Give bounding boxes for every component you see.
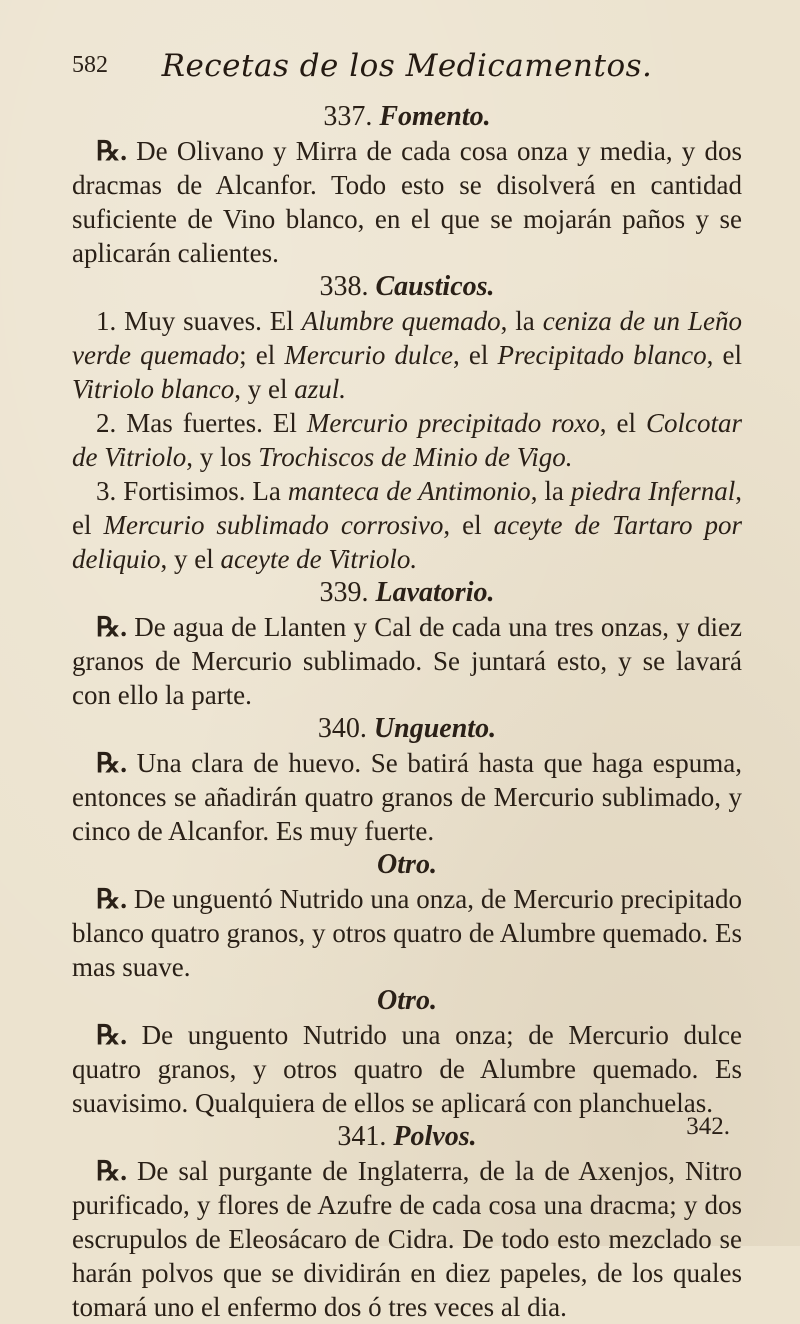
recipe-symbol: ℞. [96, 748, 137, 778]
recipe-symbol: ℞. [96, 1156, 137, 1186]
section-heading [72, 576, 742, 610]
catchword: 342. [686, 1113, 730, 1140]
section-title: Otro. [377, 985, 437, 1016]
italic-term: azul. [294, 374, 347, 404]
section-number: 339. [319, 577, 369, 608]
paragraph-text: De unguentó Nutrido una onza, de Mercurio precipitado blanco quatro granos, y otros quatro de Alumbre quemado. Es mas suave. [72, 884, 742, 982]
paragraph-text: , la [530, 476, 571, 506]
section-heading [72, 712, 742, 746]
paragraph-text: De Olivano y Mirra de cada cosa onza y media, y dos dracmas de Alcanfor. Todo esto se disolverá en cantidad suficiente de Vino blanco, en el que se mojarán paños y se aplicarán calientes. [72, 136, 742, 268]
section-title: Unguento. [373, 713, 497, 744]
paragraph-text: Una clara de huevo. Se batirá hasta que haga espuma, entonces se añadirán quatro granos de Mercurio sublimado, y cinco de Alcanfor. Es muy fuerte. [72, 748, 742, 846]
section-number: 341. [337, 1121, 387, 1152]
section-number: 340. [317, 713, 367, 744]
section-title: Fomento. [379, 101, 491, 132]
recipe-paragraph [72, 1154, 742, 1324]
italic-term: Colcotar de Vitriolo [72, 408, 742, 472]
italic-term: Mercurio precipitado roxo [306, 408, 600, 438]
paragraph-text: 3. Fortisimos. La [96, 476, 288, 506]
recipe-symbol: ℞. [96, 884, 134, 914]
italic-term: Precipitado blanco [497, 340, 707, 370]
section-heading [72, 270, 742, 304]
recipe-symbol: ℞. [96, 612, 135, 642]
section-title: Polvos. [393, 1121, 477, 1152]
paragraph-text: , y el [234, 374, 295, 404]
paragraph-text: , el [452, 340, 498, 370]
paragraph-text: ; el [239, 340, 285, 370]
recipe-paragraph [72, 134, 742, 270]
paragraph-text: , el [443, 510, 494, 540]
italic-term: manteca de Antimonio [287, 476, 531, 506]
paragraph-text: , el [599, 408, 646, 438]
section-number: 337. [323, 101, 373, 132]
paragraph-text: 1. Muy suaves. El [96, 306, 302, 336]
recipe-paragraph [72, 1018, 742, 1120]
page-body [72, 100, 742, 1324]
italic-term: Mercurio sublimado corrosivo [103, 510, 444, 540]
page-header [72, 42, 742, 92]
section-heading [72, 984, 742, 1018]
paragraph-text: , y el [160, 544, 221, 574]
italic-term: Alumbre quemado [301, 306, 501, 336]
section-number: 338. [319, 271, 369, 302]
paragraph-text: , y los [186, 442, 259, 472]
page-number: 582 [72, 52, 108, 78]
italic-term: Mercurio dulce [284, 340, 453, 370]
section-heading [72, 100, 742, 134]
recipe-paragraph [72, 406, 742, 474]
recipe-paragraph [72, 610, 742, 712]
running-head: Recetas de los Medicamentos. [161, 48, 653, 84]
section-title: Otro. [377, 849, 437, 880]
recipe-paragraph [72, 474, 742, 576]
italic-term: aceyte de Tartaro por deliquio [72, 510, 742, 574]
section-heading [72, 848, 742, 882]
italic-term: piedra Infernal [570, 476, 736, 506]
italic-term: ceniza de un Leño verde quemado [72, 306, 742, 370]
paragraph-text: 2. Mas fuertes. El [96, 408, 307, 438]
paragraph-text: De agua de Llanten y Cal de cada una tres onzas, y diez granos de Mercurio sublimado. Se juntará esto, y se lavará con ello la parte. [72, 612, 742, 710]
recipe-paragraph [72, 882, 742, 984]
paragraph-text: De unguento Nutrido una onza; de Mercurio dulce quatro granos, y otros quatro de Alumbre quemado. Es suavisimo. Qualquiera de ellos se aplicará con planchuelas. [72, 1020, 742, 1118]
paragraph-text: , el [706, 340, 742, 370]
recipe-symbol: ℞. [96, 136, 137, 166]
section-title: Causticos. [375, 271, 495, 302]
recipe-paragraph [72, 304, 742, 406]
section-heading [72, 1120, 742, 1154]
recipe-symbol: ℞. [96, 1020, 142, 1050]
recipe-paragraph [72, 746, 742, 848]
italic-term: Trochiscos de Minio de Vigo. [258, 442, 573, 472]
italic-term: Vitriolo blanco [72, 374, 235, 404]
paragraph-text: , la [500, 306, 543, 336]
section-title: Lavatorio. [375, 577, 495, 608]
italic-term: aceyte de Vitriolo. [220, 544, 418, 574]
paragraph-text: , el [72, 476, 742, 540]
paragraph-text: De sal purgante de Inglaterra, de la de Axenjos, Nitro purificado, y flores de Azufre de cada cosa una dracma; y dos escrupulos de Eleosácaro de Cidra. De todo esto mezclado se harán polvos que se dividirán en diez papeles, de los quales tomará uno el enfermo dos ó tres veces al dia. [72, 1156, 742, 1322]
